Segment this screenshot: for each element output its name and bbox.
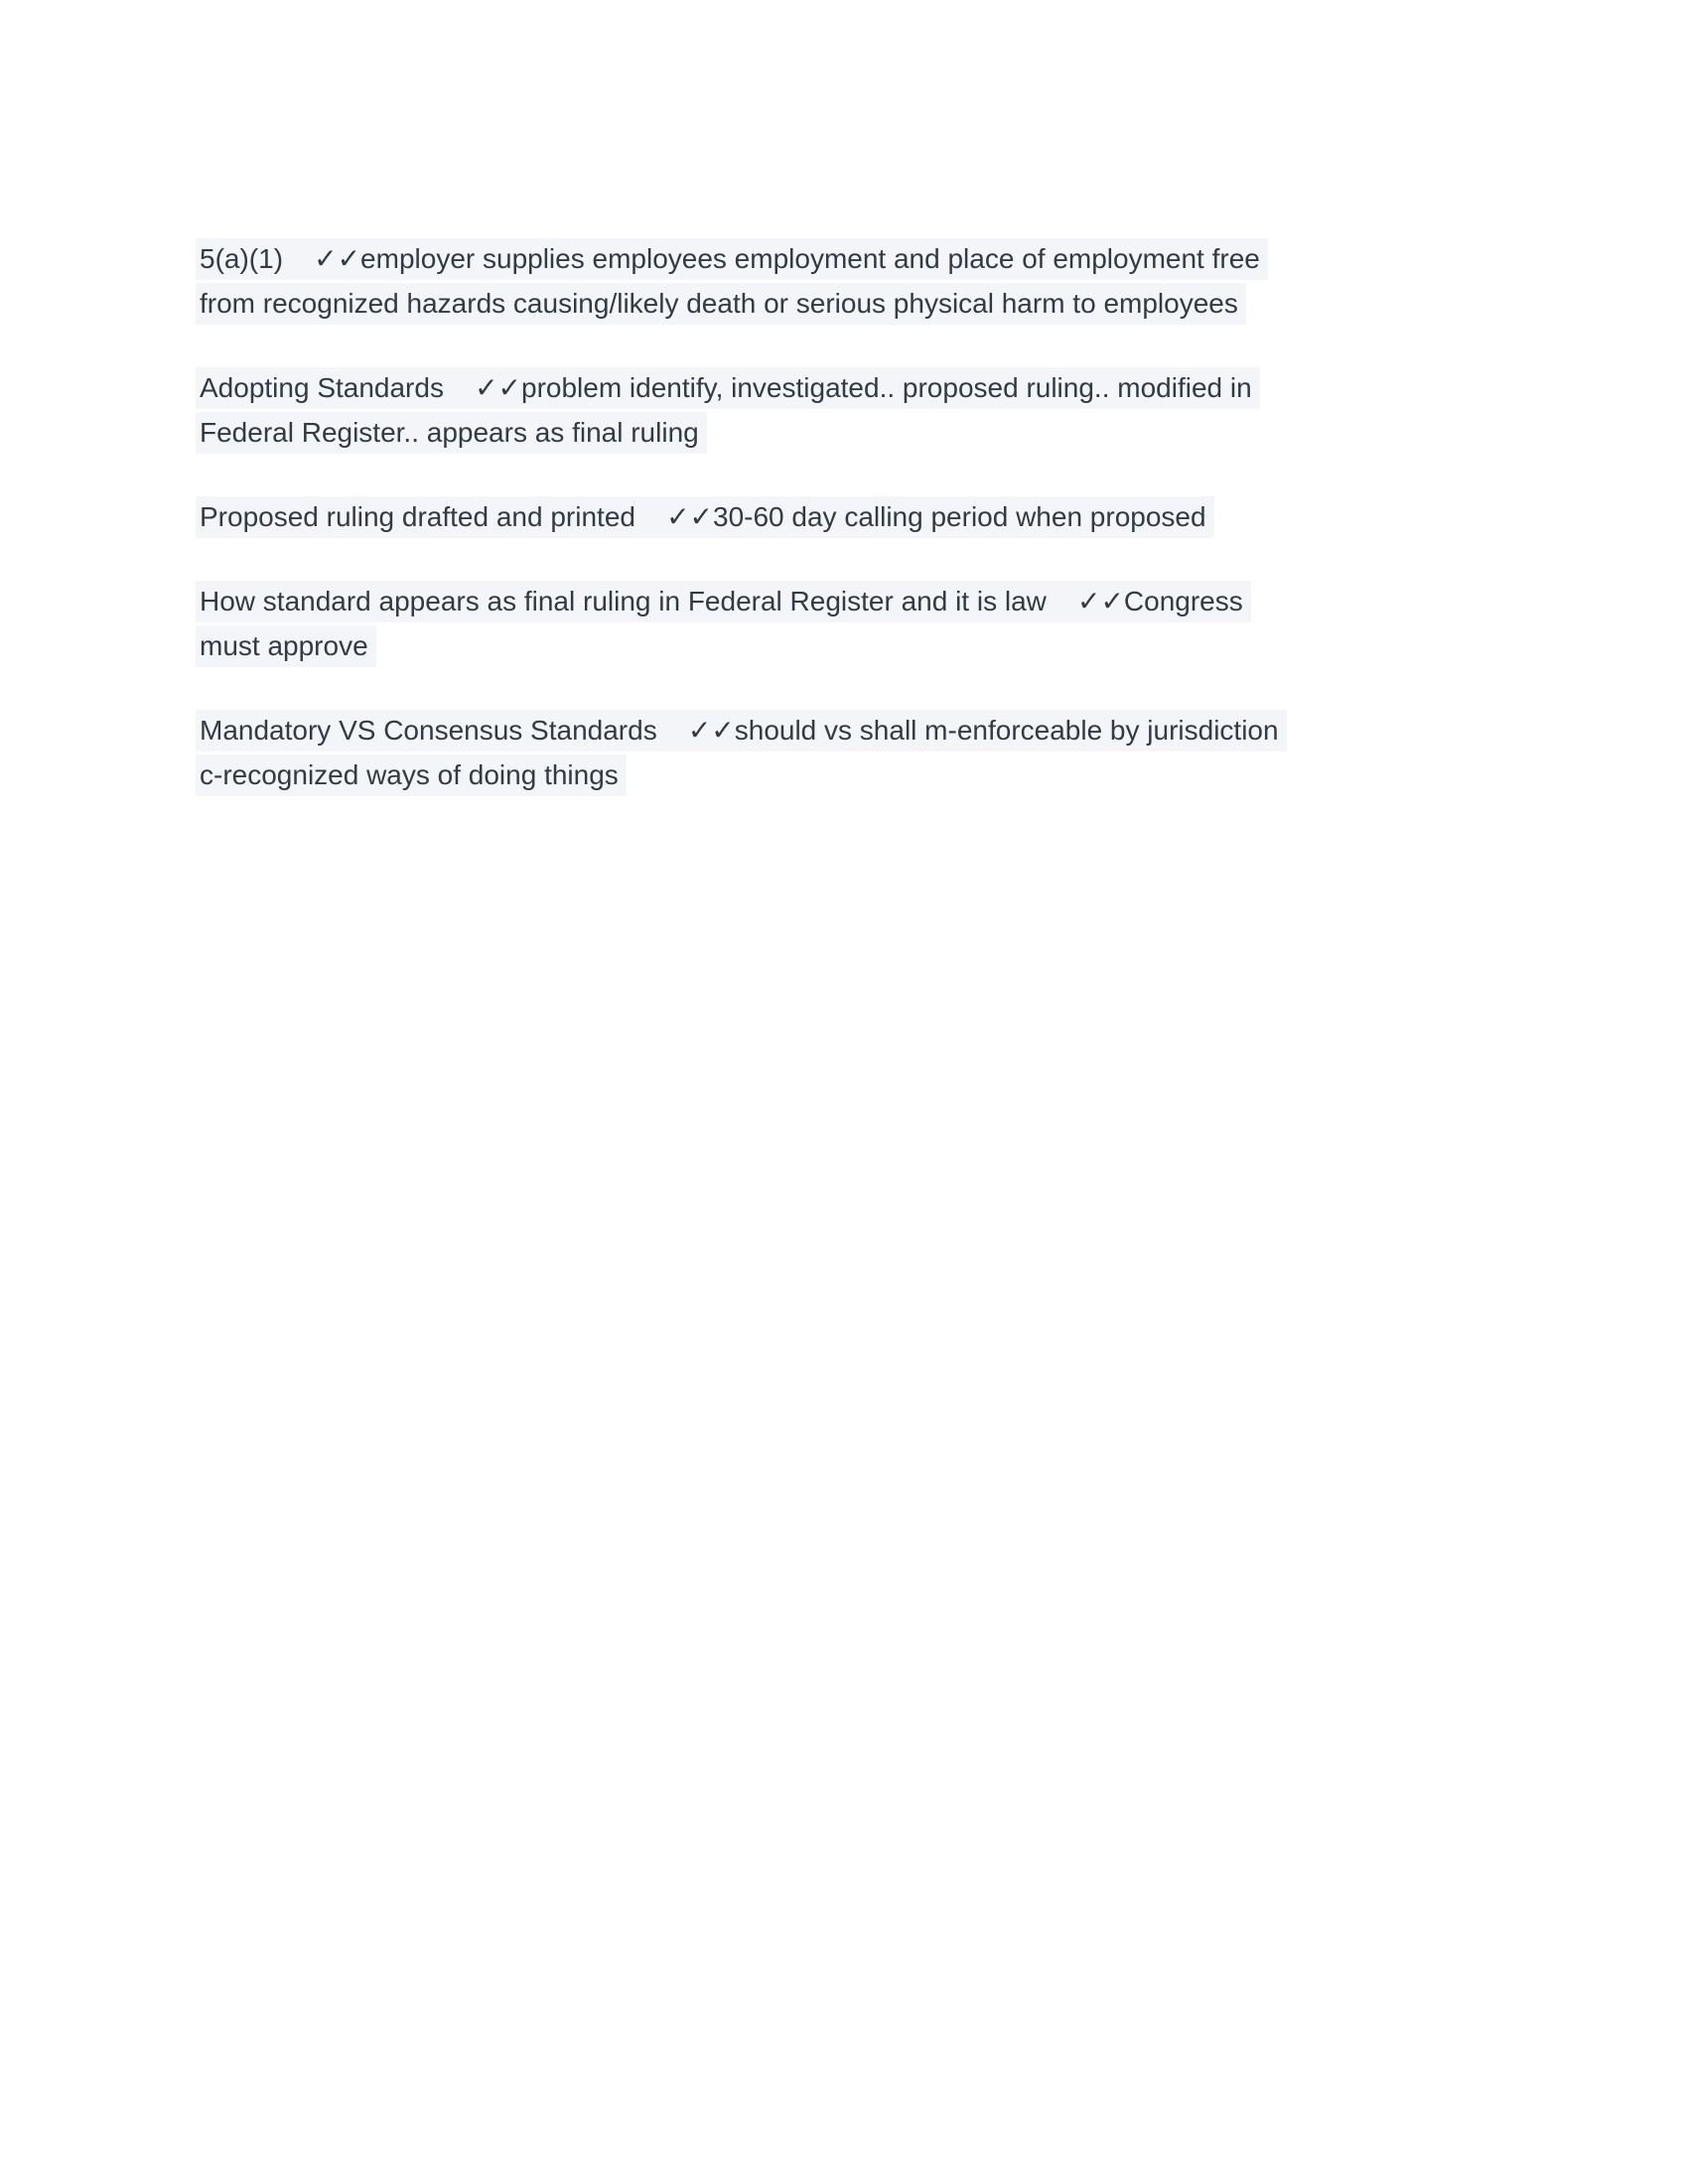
highlighted-text: from recognized hazards causing/likely death or serious physical harm to employees xyxy=(196,283,1246,325)
highlighted-text: 5(a)(1) ✓✓employer supplies employees employment and place of employment free xyxy=(196,238,1268,280)
highlighted-text: c-recognized ways of doing things xyxy=(196,754,627,796)
text-line xyxy=(196,626,1501,671)
text-line xyxy=(196,284,1501,329)
text-line xyxy=(196,755,1501,800)
text-line xyxy=(196,582,1501,626)
highlighted-text: Proposed ruling drafted and printed ✓✓30-60 day calling period when proposed xyxy=(196,496,1214,538)
text-line xyxy=(196,413,1501,458)
text-line xyxy=(196,711,1501,755)
flashcard-paragraph xyxy=(196,497,1501,542)
flashcard-paragraph xyxy=(196,582,1501,671)
highlighted-text: must approve xyxy=(196,625,376,667)
flashcard-paragraph xyxy=(196,368,1501,458)
highlighted-text: Adopting Standards ✓✓problem identify, investigated.. proposed ruling.. modified in xyxy=(196,367,1260,409)
highlighted-text: Federal Register.. appears as final ruling xyxy=(196,412,707,454)
flashcard-paragraph xyxy=(196,239,1501,329)
document-page xyxy=(196,239,1501,840)
highlighted-text: How standard appears as final ruling in Federal Register and it is law ✓✓Congress xyxy=(196,581,1251,622)
text-line xyxy=(196,497,1501,542)
text-line xyxy=(196,368,1501,413)
flashcard-paragraph xyxy=(196,711,1501,800)
highlighted-text: Mandatory VS Consensus Standards ✓✓should vs shall m-enforceable by jurisdiction xyxy=(196,710,1287,751)
text-line xyxy=(196,239,1501,284)
